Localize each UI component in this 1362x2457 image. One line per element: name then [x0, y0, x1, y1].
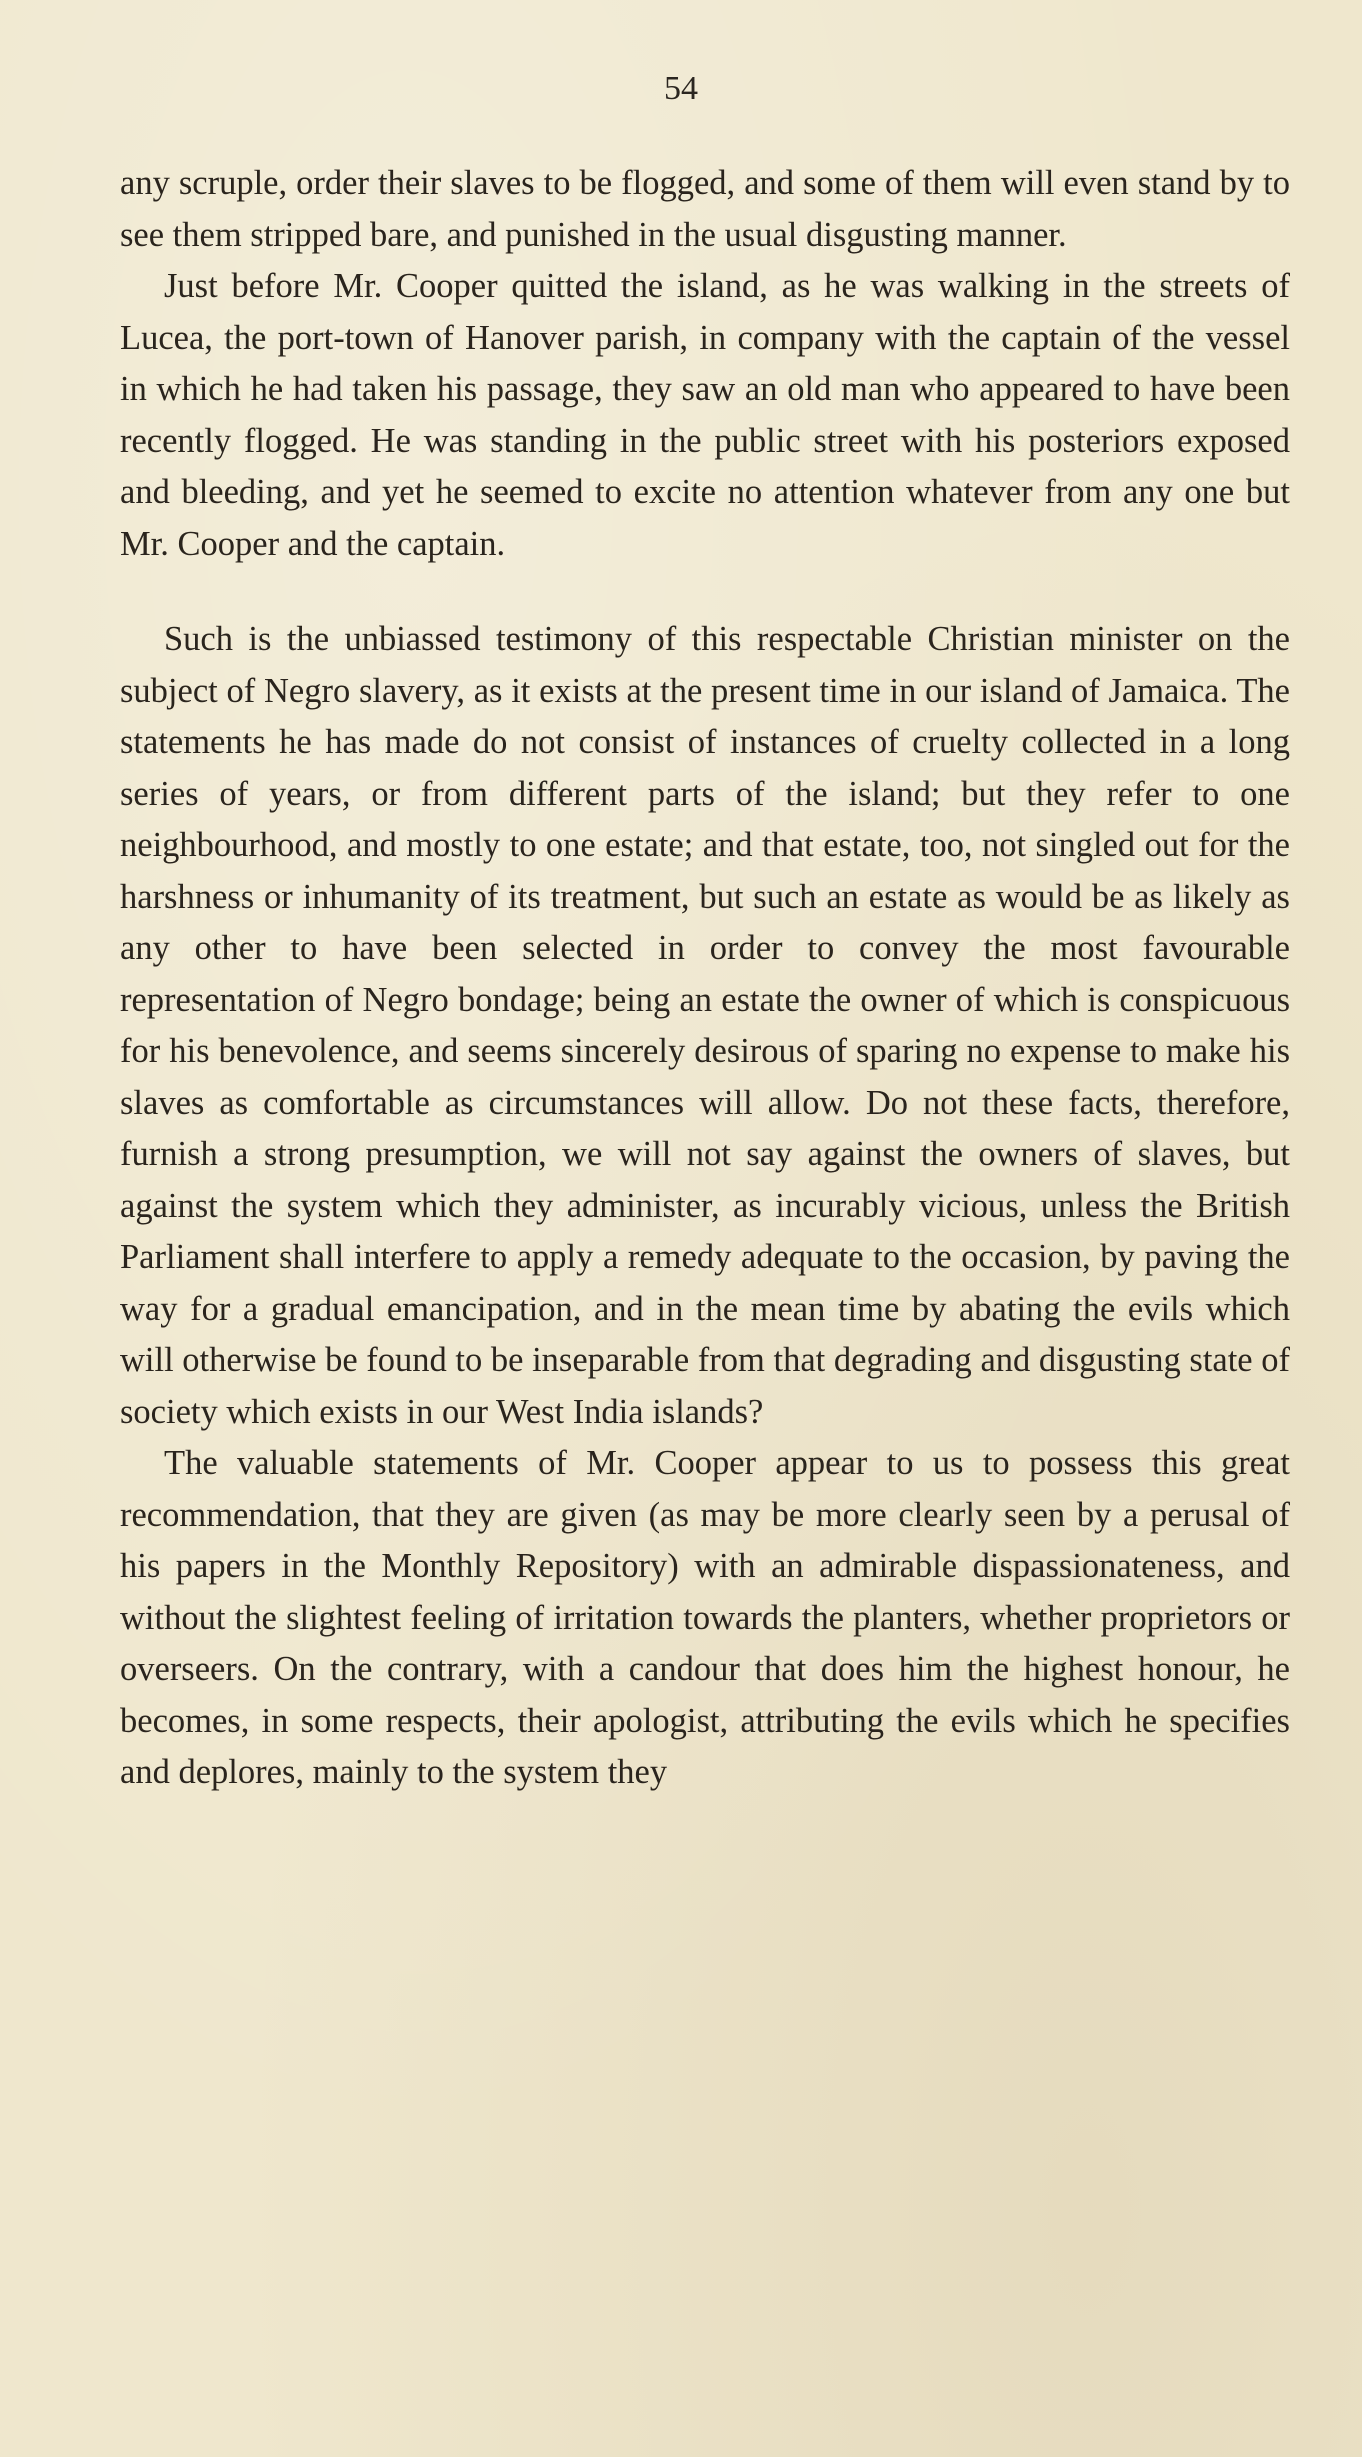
- paragraph-gap: [120, 570, 1290, 614]
- paragraph-4: The valuable statements of Mr. Cooper appear to us to possess this great recommendation, that they are given (as may be more clearly seen by a perusal of his papers in the Monthly Repository) with an admirable dispassionateness, and without the slightest feeling of irritation towards the planters, whether proprietors or overseers. On the contrary, with a candour that does him the highest honour, he becomes, in some respects, their apologist, attributing the evils which he specifies and deplores, mainly to the system they: [120, 1444, 1290, 1791]
- page-number: 54: [664, 70, 698, 107]
- paragraph-1: any scruple, order their slaves to be flogged, and some of them will even stand by to see them stripped bare, and punished in the usual disgusting manner.: [120, 164, 1290, 254]
- paragraph-3: Such is the unbiassed testimony of this respectable Christian minister on the subject of Negro slavery, as it exists at the present time in our island of Jamaica. The statements he has made do not consist of instances of cruelty collected in a long series of years, or from different parts of the island; but they refer to one neighbourhood, and mostly to one estate; and that estate, too, not singled out for the harshness or inhumanity of its treatment, but such an estate as would be as likely as any other to have been selected in order to convey the most favourable representation of Negro bondage; being an estate the owner of which is conspicuous for his benevolence, and seems sincerely desirous of sparing no expense to make his slaves as comfortable as circumstances will allow. Do not these facts, therefore, furnish a strong presumption, we will not say against the owners of slaves, but against the system which they administer, as incurably vicious, unless the British Parliament shall interfere to apply a remedy adequate to the occasion, by paving the way for a gradual emancipation, and in the mean time by abating the evils which will otherwise be found to be inseparable from that degrading and disgusting state of society which exists in our West India islands?: [120, 620, 1290, 1431]
- paragraph-2: Just before Mr. Cooper quitted the island, as he was walking in the streets of Lucea, the port-town of Hanover parish, in company with the captain of the vessel in which he had taken his passage, they saw an old man who appeared to have been recently flogged. He was standing in the public street with his posteriors exposed and bleeding, and yet he seemed to excite no attention whatever from any one but Mr. Cooper and the captain.: [120, 267, 1290, 563]
- page-body: [120, 158, 1290, 1799]
